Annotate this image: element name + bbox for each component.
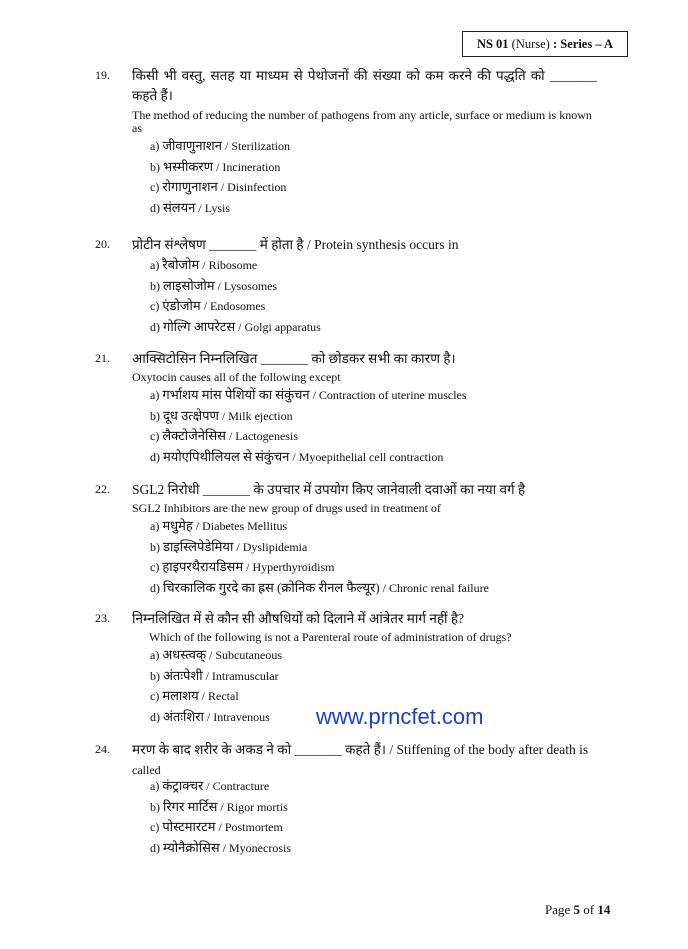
- option-label: d): [150, 581, 160, 596]
- question-text-english: Which of the following is not a Parenteral route of administration of drugs?: [149, 630, 512, 644]
- option-text-hindi: मयोएपिथीलियल से संकुंचन: [163, 449, 290, 465]
- separator: /: [289, 450, 299, 465]
- separator: /: [235, 320, 245, 335]
- question-number: 23.: [95, 611, 110, 625]
- option-label: c): [150, 180, 160, 195]
- separator: /: [219, 841, 229, 856]
- answer-option[interactable]: [150, 138, 290, 154]
- separator: /: [205, 648, 216, 662]
- option-text-english: Golgi apparatus: [244, 320, 321, 335]
- option-label: a): [150, 258, 160, 272]
- separator: /: [221, 139, 232, 153]
- answer-option[interactable]: [150, 408, 293, 424]
- question-text-hindi: मरण के बाद शरीर के अकड ने को _______ कहते हैं। / Stiffening of the body after death is: [132, 742, 589, 757]
- separator: /: [203, 710, 214, 725]
- paper-code: NS 01: [476, 37, 509, 51]
- separator: /: [379, 581, 389, 596]
- option-label: a): [150, 779, 160, 793]
- option-text-english: Chronic renal failure: [389, 581, 489, 596]
- option-label: b): [150, 159, 160, 174]
- option-label: c): [150, 429, 160, 444]
- option-text-english: Myonecrosis: [229, 841, 291, 856]
- answer-option[interactable]: [150, 647, 282, 663]
- course-name: (Nurse): [511, 37, 550, 51]
- question-number: 24.: [95, 742, 110, 756]
- separator: /: [217, 180, 228, 195]
- question-text-hindi: किसी भी वस्तु, सतह या माध्यम से पेथोजनों की संख्या को कम करने की पद्धति को _______ कहते हैं।: [132, 68, 597, 103]
- option-text-english: Intramuscular: [211, 668, 279, 683]
- option-label: c): [150, 820, 160, 835]
- separator: /: [233, 539, 243, 554]
- option-text-hindi: रैबोजोम: [162, 257, 200, 272]
- option-text-english: Postmortem: [224, 820, 283, 835]
- answer-option[interactable]: [150, 257, 257, 273]
- separator: /: [309, 388, 319, 402]
- answer-option[interactable]: [150, 387, 467, 403]
- answer-option[interactable]: [150, 709, 270, 725]
- question-text-hindi: निम्नलिखित में से कौन सी औषधियों को दिलाने में आंत्रेतर मार्ग नहीं है?: [132, 611, 465, 626]
- answer-option[interactable]: [150, 819, 283, 835]
- separator: /: [200, 299, 210, 314]
- option-label: d): [150, 450, 160, 465]
- answer-option[interactable]: [150, 778, 269, 794]
- option-label: a): [150, 519, 160, 533]
- separator: /: [199, 258, 209, 272]
- page-total: 14: [597, 902, 611, 917]
- option-label: a): [150, 139, 160, 153]
- question-number: 22.: [95, 482, 110, 496]
- answer-option[interactable]: [150, 688, 239, 704]
- watermark: www.prncfet.com: [316, 704, 484, 729]
- paper-code-header: [462, 31, 628, 57]
- separator: /: [214, 278, 224, 293]
- option-text-hindi: मधुमेह: [162, 518, 193, 533]
- option-label: a): [150, 648, 160, 662]
- option-label: d): [150, 320, 160, 335]
- option-text-hindi: लाइसोजोम: [163, 277, 215, 293]
- option-text-english: Lysis: [204, 201, 231, 216]
- option-text-hindi: अंतःपेशी: [163, 667, 203, 683]
- option-text-hindi: अधस्त्वक्: [162, 647, 206, 662]
- page-prefix: Page: [545, 902, 571, 917]
- option-text-hindi: संलयन: [163, 200, 196, 216]
- separator: /: [218, 408, 229, 423]
- option-text-hindi: भस्मीकरण: [163, 158, 214, 174]
- option-text-english: Lysosomes: [223, 278, 278, 293]
- answer-option[interactable]: [150, 298, 265, 314]
- answer-option[interactable]: [150, 580, 489, 596]
- option-label: d): [150, 841, 160, 856]
- option-text-hindi: हाइपरथैरायडिसम: [162, 559, 244, 575]
- separator: /: [195, 201, 205, 216]
- question-text-hindi: आक्सिटोसिन निम्नलिखित _______ को छोडकर सभी का कारण है।: [132, 351, 456, 366]
- option-label: b): [150, 408, 160, 423]
- separator: /: [203, 779, 213, 793]
- page-current: 5: [573, 902, 581, 917]
- option-text-english: Intravenous: [213, 710, 270, 725]
- page-of: of: [583, 902, 595, 917]
- option-text-english: Ribosome: [208, 258, 258, 272]
- option-label: c): [150, 689, 160, 704]
- answer-option[interactable]: [150, 159, 280, 175]
- answer-option[interactable]: [150, 278, 277, 294]
- separator: /: [202, 668, 212, 683]
- question-number: 19.: [95, 68, 110, 82]
- option-label: b): [150, 539, 160, 554]
- option-text-english: Sterilization: [231, 139, 290, 153]
- option-text-english: Contraction of uterine muscles: [318, 388, 467, 402]
- question-text-english: The method of reducing the number of pathogens from any article, surface or medium is known as: [132, 108, 592, 135]
- option-text-hindi: मलाशय: [162, 688, 199, 704]
- option-text-hindi: म्योनैक्रोसिस: [163, 840, 220, 856]
- option-text-english: Rectal: [208, 689, 239, 704]
- series-label: : Series – A: [552, 37, 614, 51]
- separator: /: [215, 820, 225, 835]
- option-text-hindi: रोगाणुनाशन: [162, 179, 218, 195]
- option-text-hindi: जीवाणुनाशन: [162, 138, 222, 153]
- option-text-english: Disinfection: [227, 180, 287, 195]
- option-text-english: Lactogenesis: [235, 429, 298, 444]
- question-text-english: Oxytocin causes all of the following except: [132, 370, 341, 384]
- question-number: 20.: [95, 237, 110, 251]
- option-text-hindi: चिरकालिक गुरदे का ह्रस (क्रोनिक रीनल फैल्यूर): [163, 580, 380, 596]
- option-label: c): [150, 299, 160, 314]
- answer-option[interactable]: [150, 428, 298, 444]
- question-text-hindi: प्रोटीन संश्लेषण _______ में होता है / Protein synthesis occurs in: [132, 237, 459, 252]
- question-text-english: called: [132, 763, 161, 777]
- answer-option[interactable]: [150, 518, 287, 534]
- option-text-english: Myoepithelial cell contraction: [298, 450, 444, 465]
- option-text-english: Diabetes Mellitus: [202, 519, 288, 533]
- question-text-english: SGL2 Inhibitors are the new group of drugs used in treatment of: [132, 501, 441, 515]
- option-label: b): [150, 278, 160, 293]
- answer-option[interactable]: [150, 449, 443, 465]
- answer-option[interactable]: [150, 840, 291, 856]
- option-text-hindi: कंट्राक्चर: [162, 778, 204, 793]
- answer-option[interactable]: [150, 539, 307, 555]
- option-label: d): [150, 710, 160, 725]
- option-text-hindi: रिगर मार्टिस: [163, 798, 218, 814]
- option-text-hindi: एंडोजोम: [162, 298, 201, 314]
- option-text-english: Incineration: [222, 159, 281, 174]
- option-text-english: Rigor mortis: [226, 799, 288, 814]
- option-text-english: Endosomes: [209, 299, 266, 314]
- answer-option[interactable]: [150, 200, 230, 216]
- option-label: c): [150, 560, 160, 575]
- separator: /: [192, 519, 203, 533]
- answer-option[interactable]: [150, 668, 279, 684]
- option-text-english: Milk ejection: [228, 408, 293, 423]
- separator: /: [198, 689, 209, 704]
- option-text-english: Hyperthyroidism: [252, 560, 335, 575]
- option-text-hindi: पोस्टमारटम: [162, 819, 216, 835]
- option-label: d): [150, 201, 160, 216]
- option-text-hindi: गर्भाशय मांस पेशियों का संकुंचन: [162, 387, 310, 402]
- option-text-hindi: लैक्टोजेनेसिस: [162, 428, 226, 444]
- question-number: 21.: [95, 351, 110, 365]
- option-text-hindi: अंतःशिरा: [163, 709, 204, 725]
- separator: /: [217, 799, 227, 814]
- option-text-english: Dyslipidemia: [242, 539, 308, 554]
- option-label: b): [150, 799, 160, 814]
- separator: /: [243, 560, 253, 575]
- option-label: a): [150, 388, 160, 402]
- option-text-english: Contracture: [212, 779, 270, 793]
- option-text-hindi: गोल्गि आपरेटस: [163, 319, 236, 335]
- separator: /: [213, 159, 223, 174]
- option-text-hindi: डाइस्लिपेडेमिया: [163, 538, 234, 554]
- answer-option[interactable]: [150, 319, 321, 335]
- answer-option[interactable]: [150, 179, 286, 195]
- page-number: [545, 902, 610, 918]
- option-text-english: Subcutaneous: [215, 648, 282, 662]
- answer-option[interactable]: [150, 559, 334, 575]
- separator: /: [225, 429, 236, 444]
- answer-option[interactable]: [150, 799, 288, 815]
- question-text-hindi: SGL2 निरोधी _______ के उपचार में उपयोग किए जानेवाली दवाओं का नया वर्ग है: [132, 482, 526, 497]
- option-text-hindi: दूध उत्क्षेपण: [163, 407, 219, 423]
- option-label: b): [150, 668, 160, 683]
